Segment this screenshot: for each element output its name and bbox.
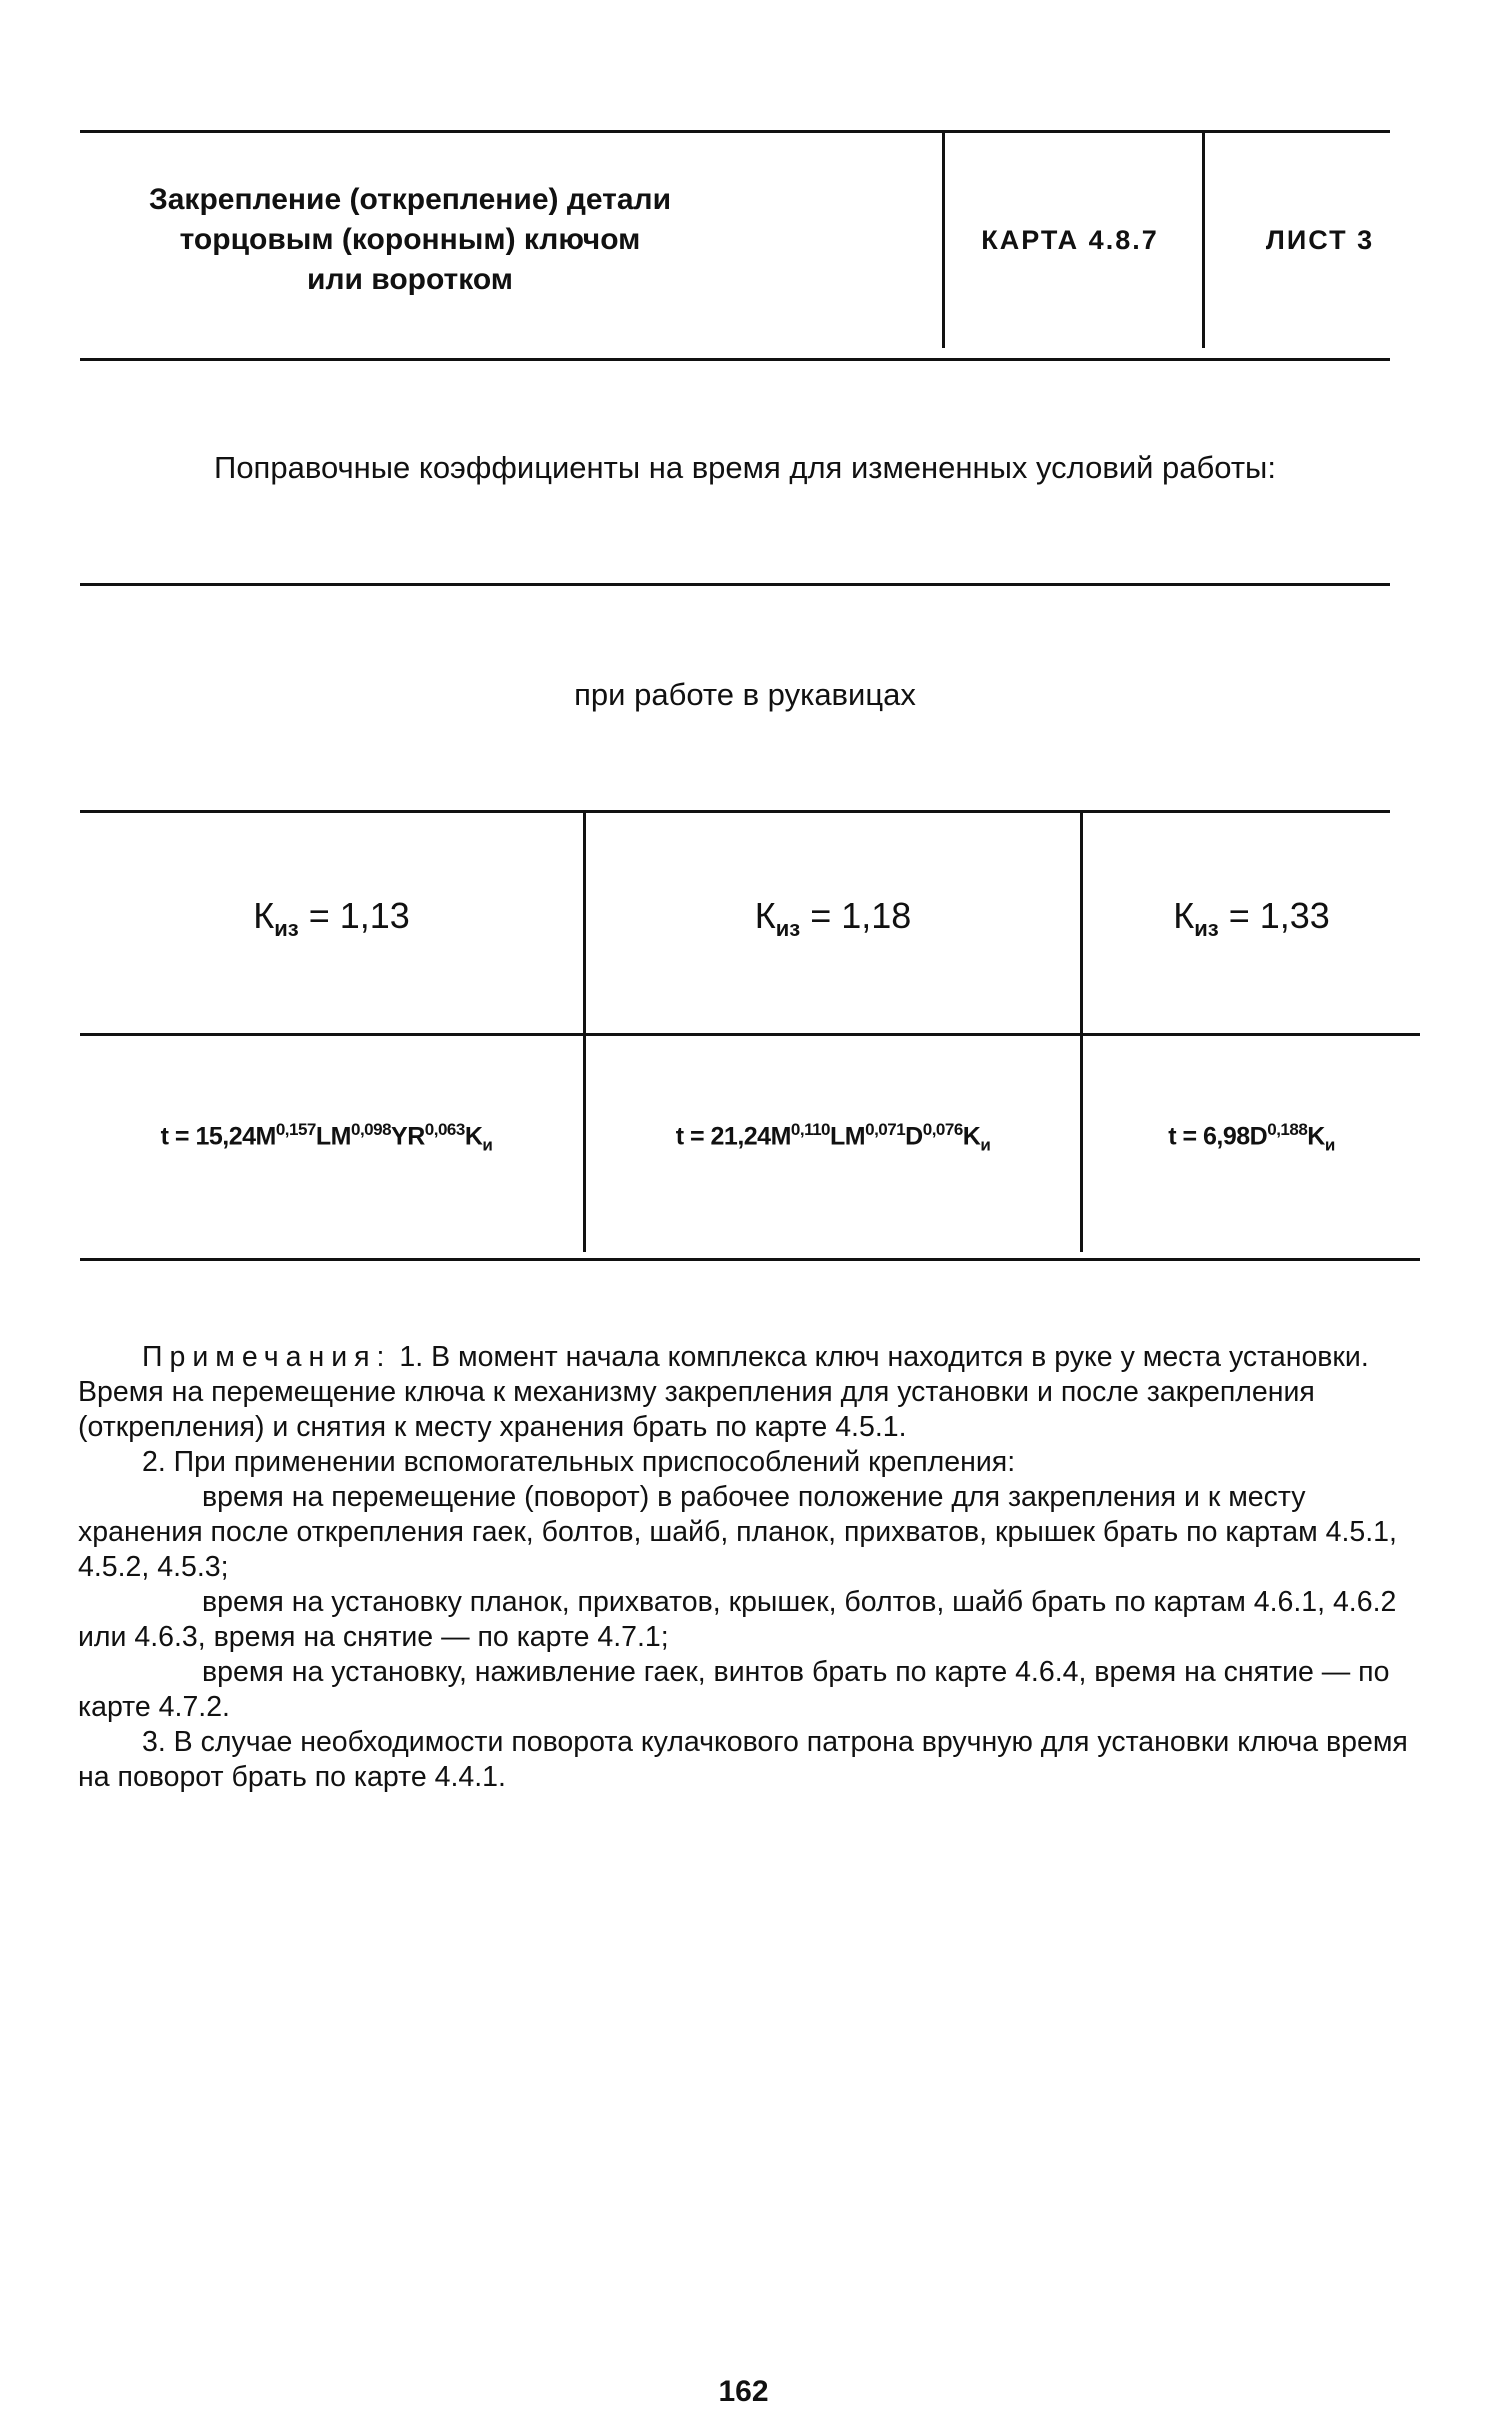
coefficient-cell: $К_{из} = 1,33$ [1173, 895, 1330, 942]
note-2: 2. При применении вспомогательных приспособлений крепления: [142, 1446, 1016, 1478]
table-divider-1 [583, 812, 586, 1252]
time-formula: $t = 6,98D^{0,188}K_и$ [1168, 1120, 1335, 1155]
gloves-caption: при работе в рукавицах [574, 677, 916, 712]
sheet-number: ЛИСТ 3 [1265, 225, 1375, 255]
card-number: КАРТА 4.8.7 [981, 225, 1159, 255]
caption-rule [80, 583, 1390, 586]
note-2b: время на установку планок, прихватов, крышек, болтов, шайб брать по картам 4.6.1, 4.6.2 или 4.6.3, время на снятие — по карте 4.7.1; [78, 1586, 1397, 1653]
header-divider-2 [1202, 132, 1205, 348]
note-1: Примечания: 1. В момент начала комплекса ключ находится в руке у места установки. Время на перемещение ключа к механизму закрепления для установки и после закрепления (открепления) и снятия к месту хранения брать по карте 4.5.1. [78, 1341, 1369, 1443]
header-bottom-rule [80, 358, 1390, 361]
notes-section [78, 1340, 1423, 1795]
time-formula: $t = 21,24M^{0,110}LM^{0,071}D^{0,076}K_и$ [675, 1120, 991, 1155]
page-number: 162 [718, 2375, 769, 2408]
table-middle-rule [80, 1033, 1420, 1036]
header-top-rule [80, 130, 1390, 133]
notes-heading: Примечания: [142, 1341, 392, 1373]
correction-caption: Поправочные коэффициенты на время для измененных условий работы: [214, 450, 1276, 485]
table-bottom-rule [80, 1258, 1420, 1261]
note-3: 3. В случае необходимости поворота кулачкового патрона вручную для установки ключа время на поворот брать по карте 4.4.1. [78, 1726, 1408, 1793]
header-divider-1 [942, 132, 945, 348]
coefficient-cell: $К_{из} = 1,18$ [754, 895, 912, 942]
note-2a: время на перемещение (поворот) в рабочее положение для закрепления и к месту хранения после открепления гаек, болтов, шайб, планок, прихватов, крышек брать по картам 4.5.1, 4.5.2, 4.5.3; [78, 1481, 1397, 1583]
coefficient-cell: $К_{из} = 1,13$ [253, 895, 410, 942]
time-formula: $t = 15,24M^{0,157}LM^{0,098}YR^{0,063}K_и$ [160, 1120, 493, 1155]
card-title: Закрепление (открепление) детали торцовым (коронным) ключом или воротком [148, 183, 672, 296]
table-divider-2 [1080, 812, 1083, 1252]
table-top-rule [80, 810, 1390, 813]
note-2c: время на установку, наживление гаек, винтов брать по карте 4.6.4, время на снятие — по карте 4.7.2. [78, 1656, 1390, 1723]
